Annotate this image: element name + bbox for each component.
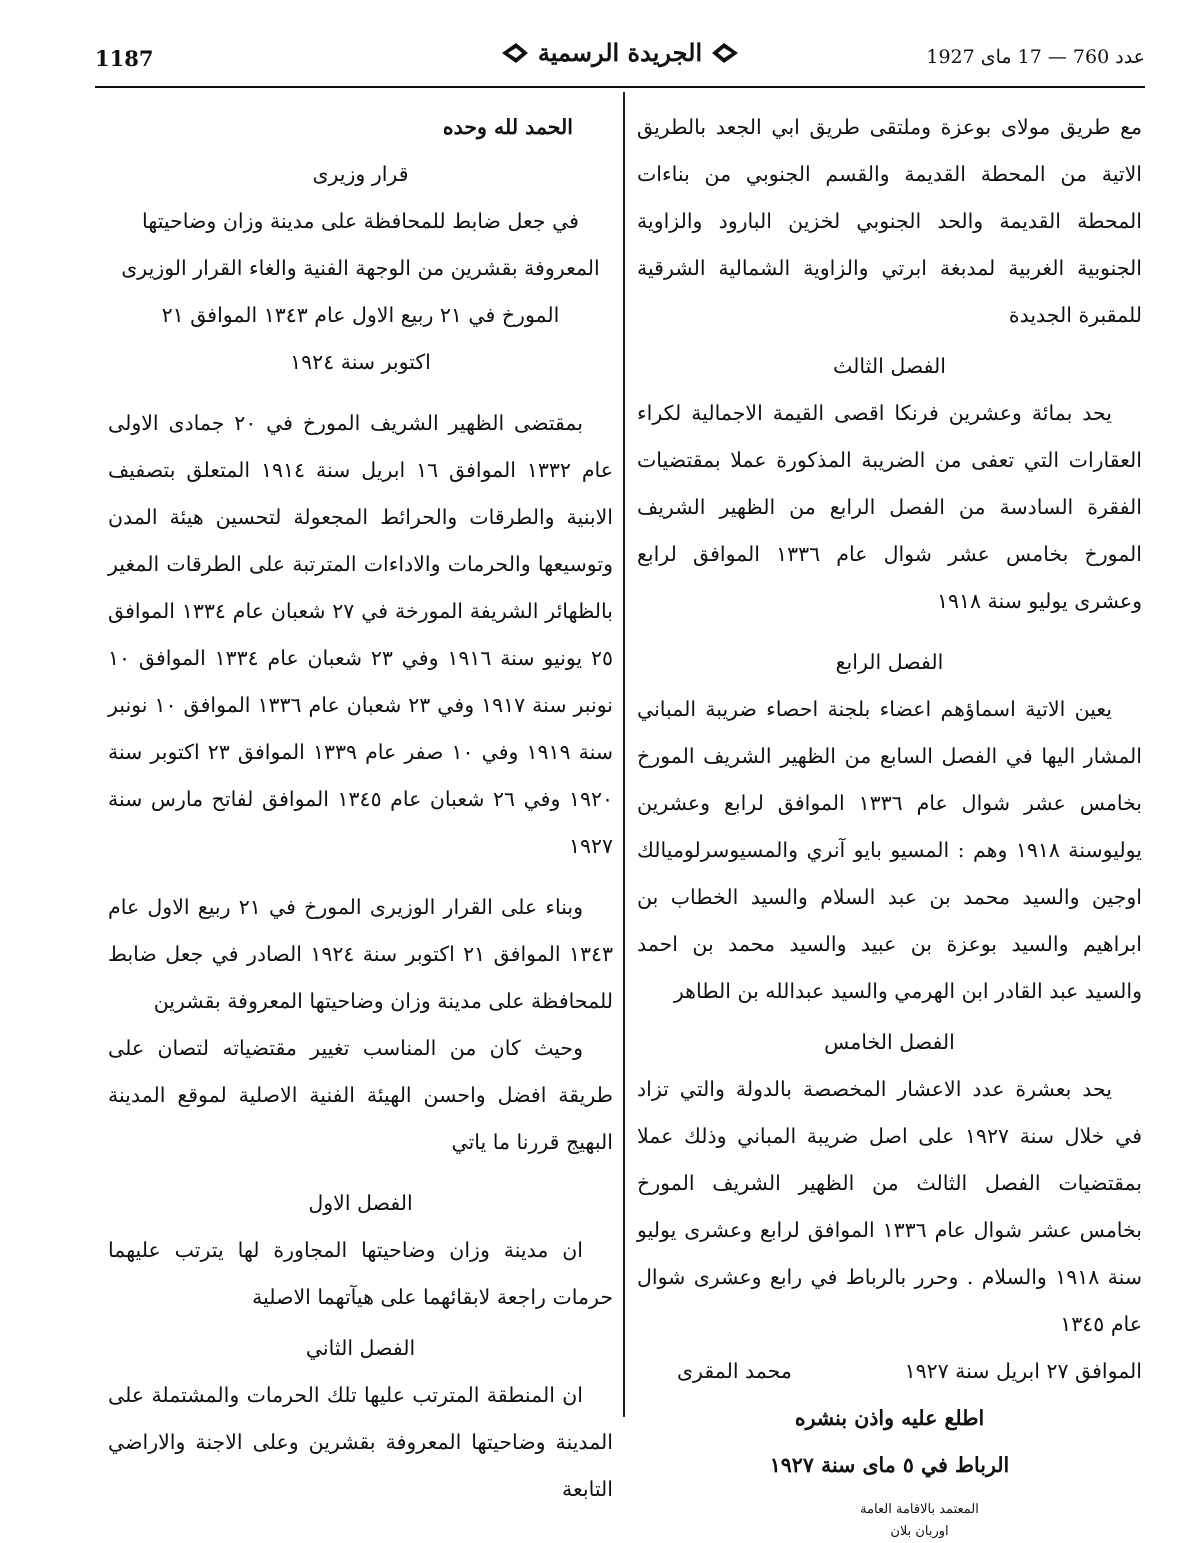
section-5-title: الفصل الخامس xyxy=(824,1030,955,1054)
ornament-left-icon xyxy=(500,40,530,66)
resident-name: اوربان بلان xyxy=(890,1524,949,1539)
page-number: 1187 xyxy=(95,46,154,71)
section-4-text: يعين الاتية اسماؤهم اعضاء بلجنة احصاء ضريبة المباني المشار اليها في الفصل السابع من الظهير الشريف المورخ بخامس عشر شوال عام ١٣٣٦ الموافق لرابع وعشرين يوليوسنة ١٩١٨ وهم : المسيو بايو آنري والمسيوسرلوميالك اوجين والسيد محمد بن عبد السلام والسيد الخطاب بن ابراهيم والسيد بوعزة بن عبيد والسيد محمد بن احمد والسيد عبد القادر ابن الهرمي والسيد عبدالله بن الطاهر xyxy=(637,697,1143,1003)
approval-line: اطلع عليه واذن بنشره xyxy=(794,1406,985,1430)
whereas-paragraph: وحيث كان من المناسب تغيير مقتضياته لتصان على طريقة افضل واحسن الهيئة الفنية الاصلية لموقع المدينة البهيج قررنا ما ياتي xyxy=(108,1036,613,1154)
section-5-text: يحد بعشرة عدد الاعشار المخصصة بالدولة والتي تزاد في خلال سنة ١٩٢٧ على اصل ضريبة المباني وذلك عملا بمقتضيات الفصل الثالث من الظهير الشريف المورخ بخامس عشر شوال عام ١٣٣٦ الموافق لرابع وعشرى يوليو سنة ١٩١٨ والسلام . وحرر بالرباط في رابع وعشرى شوال عام ١٣٤٥ xyxy=(637,1077,1143,1336)
section-2-title: الفصل الثاني xyxy=(305,1336,416,1360)
signatory: محمد المقرى xyxy=(677,1359,792,1383)
date-line: الموافق ٢٧ ابريل سنة ١٩٢٧ xyxy=(904,1359,1142,1383)
resident-signature xyxy=(637,1499,1142,1543)
page-header xyxy=(95,38,1145,84)
issue-info: عدد 760 — 17 ماى 1927 xyxy=(926,46,1145,68)
intro-paragraph: مع طريق مولاى بوعزة وملتقى طريق ابي الجعد بالطريق الاتية من المحطة القديمة والقسم الجنوبي من بناءات المحطة القديمة والحد الجنوبي لخزين البارود والزاوية الجنوبية الغربية لمدبغة ابرتي والزاوية الشمالية الشرقية للمقبرة الجديدة xyxy=(637,115,1142,327)
left-column xyxy=(108,104,613,1513)
decree-title: قرار وزيرى xyxy=(312,162,409,186)
decree-subject-1: في جعل ضابط للمحافظة على مدينة وزان وضاحيتها xyxy=(142,209,579,233)
gazette-title: الجريدة الرسمية xyxy=(537,38,703,67)
column-divider xyxy=(623,92,625,1417)
approval-date: الرباط في ٥ ماى سنة ١٩٢٧ xyxy=(769,1453,1010,1477)
resident-title: المعتمد بالاقامة العامة xyxy=(860,1502,979,1517)
decree-subject-4: اكتوبر سنة ١٩٢٤ xyxy=(290,350,431,374)
gazette-title-wrap xyxy=(500,38,740,67)
section-3-text: يحد بمائة وعشرين فرنكا اقصى القيمة الاجمالية لكراء العقارات التي تعفى من الضريبة المذكورة عملا بمقتضيات الفقرة السادسة من الفصل الرابع من الظهير الشريف المورخ بخامس عشر شوال عام ١٣٣٦ الموافق لرابع وعشرى يوليو سنة ١٩١٨ xyxy=(637,401,1142,613)
decree-subject-3: المورخ في ٢١ ربيع الاول عام ١٣٤٣ الموافق ٢١ xyxy=(161,303,560,327)
ornament-right-icon xyxy=(710,40,740,66)
decree-subject-2: المعروفة بقشرين من الوجهة الفنية والغاء القرار الوزيرى xyxy=(121,256,600,280)
basis-paragraph: وبناء على القرار الوزيرى المورخ في ٢١ ربيع الاول عام ١٣٤٣ الموافق ٢١ اكتوبر سنة ١٩٢٤ الصادر في جعل ضابط للمحافظة على مدينة وزان وضاحيتها المعروفة بقشرين xyxy=(108,895,613,1013)
date-signature-row xyxy=(637,1348,1142,1395)
section-4-title: الفصل الرابع xyxy=(835,650,944,674)
header-rule xyxy=(95,86,1145,88)
section-3-title: الفصل الثالث xyxy=(833,354,946,378)
praise-line: الحمد لله وحده xyxy=(442,115,573,139)
section-1-title: الفصل الاول xyxy=(308,1191,413,1215)
section-2-text: ان المنطقة المترتب عليها تلك الحرمات والمشتملة على المدينة وضاحيتها المعروفة بقشرين وعلى الاجنة والاراضي التابعة xyxy=(108,1383,613,1501)
preamble-paragraph: بمقتضى الظهير الشريف المورخ في ٢٠ جمادى الاولى عام ١٣٣٢ الموافق ١٦ ابريل سنة ١٩١٤ المتعلق بتصفيف الابنية والطرقات والحرائط المجعولة لتحسين هيئة المدن وتوسيعها والحرمات والاداءات المترتبة على الطرقات المغير بالظهائر الشريفة المورخة في ٢٧ شعبان عام ١٣٣٤ الموافق ٢٥ يونيو سنة ١٩١٦ وفي ٢٣ شعبان عام ١٣٣٤ الموافق ١٠ نونبر سنة ١٩١٧ وفي ٢٣ شعبان عام ١٣٣٦ الموافق ١٠ نونبر سنة ١٩١٩ وفي ١٠ صفر عام ١٣٣٩ الموافق ٢٣ اكتوبر سنة ١٩٢٠ وفي ٢٦ شعبان عام ١٣٤٥ الموافق لفاتح مارس سنة ١٩٢٧ xyxy=(108,411,613,858)
section-1-text: ان مدينة وزان وضاحيتها المجاورة لها يترتب عليهما حرمات راجعة لابقائهما على هيآتهما الاصلية xyxy=(108,1238,613,1309)
right-column xyxy=(637,104,1142,1543)
